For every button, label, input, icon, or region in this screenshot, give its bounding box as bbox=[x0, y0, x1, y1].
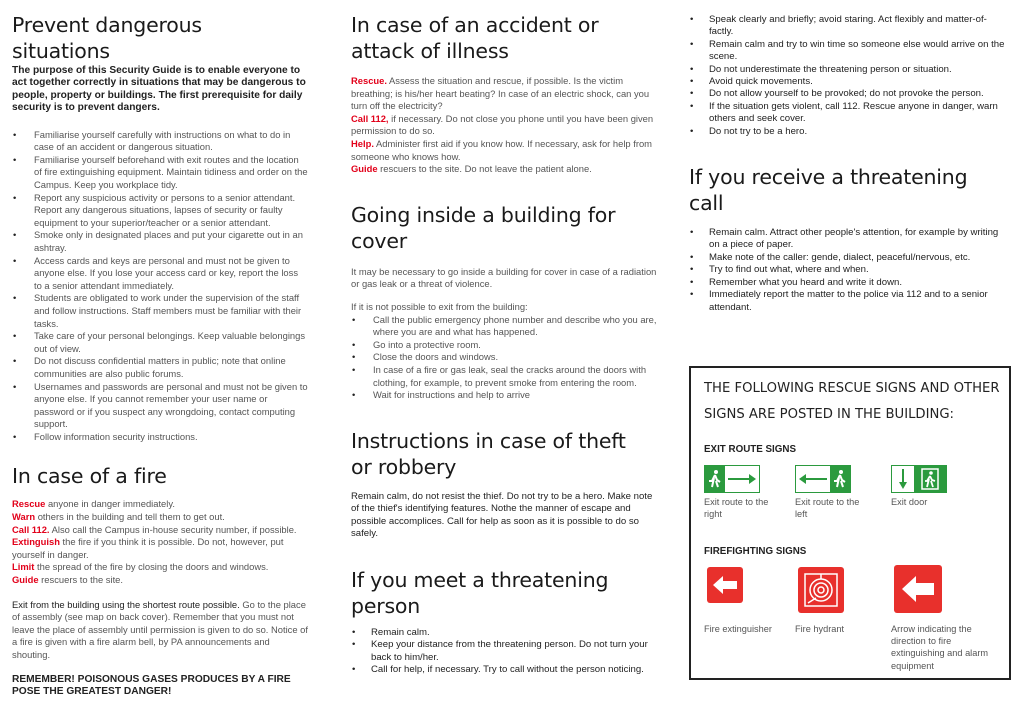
exit-left-caption: Exit route to the left bbox=[795, 497, 860, 520]
list-item: • Smoke only in designated places and put your cigarette out in an ashtray. bbox=[12, 229, 308, 254]
list-item: • Do not discuss confidential matters in public; note that online communities are also public forums. bbox=[12, 355, 308, 380]
heading-prevent: Prevent dangerous situations bbox=[12, 13, 202, 63]
kw-acc-rescue: Rescue. bbox=[351, 75, 387, 86]
list-item: • Remain calm and try to win time so someone else would arrive on the scene. bbox=[689, 39, 1009, 64]
exit-left-sign-icon bbox=[795, 465, 851, 493]
list-item: • Report any suspicious activity or persons to a senior attendant. Report any dangerous situations, lapses of security or faulty equipment to your superior/teacher or a senior attendant. bbox=[12, 192, 308, 230]
list-item: • Speak clearly and briefly; avoid staring. Act flexibly and matter-of-factly. bbox=[689, 14, 1009, 39]
list-item: • Make note of the caller: gende, dialect, peaceful/nervous, etc. bbox=[689, 252, 1009, 264]
kw-call: Call 112. bbox=[12, 523, 50, 535]
fire-steps: Rescue anyone in danger immediately. Warn others in the building and tell them to get out. Call 112. Also call the Campus in-house security number, if possible. Extinguish the fire if you think it is possible. Do not, however, put yourself in danger. Limit the spread of the fire by closing the doors and windows. Guide rescuers to the site. bbox=[12, 498, 297, 586]
person-list bbox=[351, 627, 661, 677]
list-item: • Access cards and keys are personal and must not be given to anyone else. If you lose your access card or key, report the loss to a senior attendant immediately. bbox=[12, 255, 308, 293]
list-item: • Try to find out what, where and when. bbox=[689, 264, 1009, 276]
list-item: • Remain calm. Attract other people's attention, for example by writing on a piece of paper. bbox=[689, 227, 1009, 252]
kw-warn: Warn bbox=[12, 511, 36, 523]
kw-acc-help: Help. bbox=[351, 137, 374, 149]
list-item: • Close the doors and windows. bbox=[351, 351, 661, 364]
list-item: • Do not allow yourself to be provoked; do not provoke the person. bbox=[689, 88, 1009, 100]
list-item: • Go into a protective room. bbox=[351, 339, 661, 352]
exit-paragraph: Exit from the building using the shortest route possible. Go to the place of assembly (see map on back cover). Remember that you must not leave the place of assembly until permission is given to do so. Notice of a fire is given with a fire alarm bell, by PA announcements and shouting. bbox=[12, 598, 308, 660]
heading-accident: In case of an accident or attack of illness bbox=[351, 13, 599, 63]
cover-condition: If it is not possible to exit from the building: bbox=[351, 300, 528, 312]
list-item: • Do not underestimate the threatening person or situation. bbox=[689, 64, 1009, 76]
heading-theft: Instructions in case of theft or robbery bbox=[351, 428, 626, 479]
fire-hydrant-caption: Fire hydrant bbox=[795, 624, 845, 634]
theft-text: Remain calm, do not resist the thief. Do not try to be a hero. Make note of the thief's identifying features. Nothe the manner of escape and possible accomplices. Call for help as soon as it is possible to do so safely. bbox=[351, 490, 653, 540]
fire-extinguisher-sign-icon bbox=[707, 567, 743, 603]
kw-acc-guide: Guide bbox=[351, 163, 378, 175]
exit-door-sign-icon bbox=[891, 465, 947, 493]
column-right bbox=[689, 0, 1009, 314]
cover-list bbox=[351, 314, 661, 402]
list-item: • Follow information security instructions. bbox=[12, 431, 308, 444]
list-item: • If the situation gets violent, call 112. Rescue anyone in danger, warn others and seek cover. bbox=[689, 101, 1009, 126]
cover-intro: It may be necessary to go inside a building for cover in case of a radiation or gas leak or a threat of violence. bbox=[351, 265, 657, 290]
list-item: • Call for help, if necessary. Try to call without the person noticing. bbox=[351, 664, 661, 676]
column-left bbox=[12, 0, 308, 698]
list-item: • Immediately report the matter to the police via 112 and to a senior attendant. bbox=[689, 289, 1009, 314]
heading-person: If you meet a threatening person bbox=[351, 568, 609, 619]
fire-hydrant-sign-icon bbox=[798, 567, 844, 613]
prevent-list bbox=[12, 129, 308, 444]
column-middle bbox=[351, 0, 661, 677]
heading-cover: Going inside a building for cover bbox=[351, 202, 616, 253]
list-item: • Remember what you heard and write it down. bbox=[689, 277, 1009, 289]
fire-direction-arrow-icon bbox=[894, 565, 942, 613]
signs-title: THE FOLLOWING RESCUE SIGNS AND OTHER SIGNS ARE POSTED IN THE BUILDING: bbox=[704, 381, 1000, 422]
list-item: • Call the public emergency phone number and describe who you are, where you are and what has happened. bbox=[351, 314, 661, 339]
kw-limit: Limit bbox=[12, 561, 35, 573]
exit-right-caption: Exit route to the right bbox=[704, 497, 769, 520]
kw-rescue: Rescue bbox=[12, 498, 46, 510]
list-item: • Familiarise yourself carefully with instructions on what to do in case of an accident or dangerous situation. bbox=[12, 129, 308, 154]
call-list bbox=[689, 227, 1009, 314]
remember-warning: REMEMBER! POISONOUS GASES PRODUCES BY A FIRE POSE THE GREATEST DANGER! bbox=[12, 673, 291, 697]
kw-guide: Guide bbox=[12, 574, 39, 586]
firefighting-heading: FIREFIGHTING SIGNS bbox=[704, 546, 807, 557]
list-item: • Familiarise yourself beforehand with exit routes and the location of fire extinguishing equipment. Maintain tidiness and order on the Campus. Keep you workplace tidy. bbox=[12, 154, 308, 192]
fire-arrow-caption: Arrow indicating the direction to fire extinguishing and alarm equipment bbox=[891, 624, 989, 671]
kw-acc-call: Call 112, bbox=[351, 112, 389, 124]
accident-steps: Rescue. Assess the situation and rescue, if possible. Is the victim breathing; is his/her heart beating? In case of an electric shock, can you turn off the electricity? Call 112, if necessary. Do not close you phone until you have been given permission to do so. Help. Administer first aid if you know how. If necessary, ask for help from someone who knows how. Guide rescuers to the site. Do not leave the patient alone. bbox=[351, 75, 654, 175]
exit-right-sign-icon bbox=[704, 465, 760, 493]
list-item: • Keep your distance from the threatening person. Do not turn your back to him/her. bbox=[351, 639, 661, 664]
list-item: • Usernames and passwords are personal and must not be given to anyone else. If you cannot remember your user name or password or if you suspect any wrongdoing, contact computing support. bbox=[12, 381, 308, 431]
fire-extinguisher-caption: Fire extinguisher bbox=[704, 624, 772, 634]
intro-text: The purpose of this Security Guide is to enable everyone to act together correctly in situations that may be dangerous to people, property or buildings. The first prerequisite for daily security is to prevent dangers. bbox=[12, 65, 306, 114]
kw-extinguish: Extinguish bbox=[12, 536, 60, 548]
list-item: • Wait for instructions and help to arrive bbox=[351, 389, 661, 402]
list-item: • Students are obligated to work under the supervision of the staff and follow instructions. Staff members must be familiar with their tasks. bbox=[12, 292, 308, 330]
exit-door-caption: Exit door bbox=[891, 497, 928, 507]
heading-fire: In case of a fire bbox=[12, 464, 167, 489]
list-item: • Avoid quick movements. bbox=[689, 76, 1009, 88]
signs-box bbox=[689, 366, 1011, 680]
list-item: • Take care of your personal belongings. Keep valuable belongings out of view. bbox=[12, 330, 308, 355]
person-list-continued bbox=[689, 14, 1009, 138]
heading-call: If you receive a threatening call bbox=[689, 165, 968, 216]
exit-route-heading: EXIT ROUTE SIGNS bbox=[704, 444, 796, 455]
list-item: • In case of a fire or gas leak, seal the cracks around the doors with clothing, for example, to prevent smoke from entering the room. bbox=[351, 364, 661, 389]
list-item: • Remain calm. bbox=[351, 627, 661, 639]
list-item: • Do not try to be a hero. bbox=[689, 126, 1009, 138]
